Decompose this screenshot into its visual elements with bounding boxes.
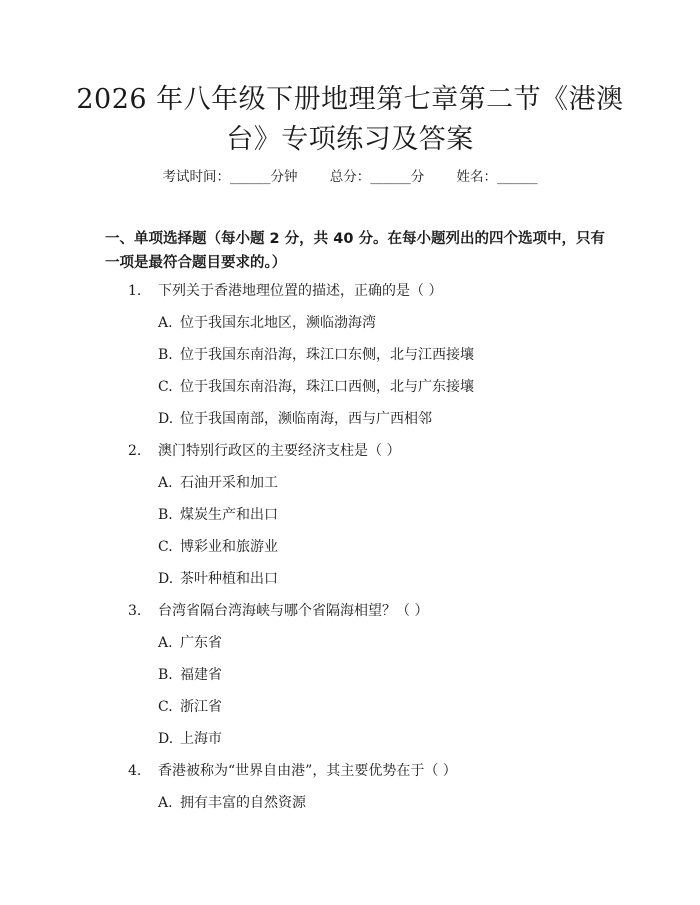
option-text: 浙江省 xyxy=(180,699,222,715)
option-text: 上海市 xyxy=(180,731,222,747)
question-3 xyxy=(128,601,428,621)
option-text: 石油开采和加工 xyxy=(180,475,278,491)
option-text: 煤炭生产和出口 xyxy=(180,507,278,523)
question-text: 澳门特别行政区的主要经济支柱是（ ） xyxy=(158,443,401,459)
option-text: 茶叶种植和出口 xyxy=(180,571,278,587)
option-letter: C. xyxy=(158,699,173,715)
option-text: 福建省 xyxy=(180,667,222,683)
section-heading-single-choice: 一、单项选择题（每小题 2 分，共 40 分。在每小题列出的四个选项中，只有一项是最符合题目要求的。） xyxy=(105,231,605,271)
question-1-option-c xyxy=(158,377,474,397)
question-text: 香港被称为“世界自由港”，其主要优势在于（ ） xyxy=(158,763,457,779)
total-score-field: 总分：______分 xyxy=(329,169,425,185)
option-text: 拥有丰富的自然资源 xyxy=(180,795,306,811)
option-letter: B. xyxy=(158,347,173,363)
option-letter: C. xyxy=(158,379,173,395)
option-letter: A. xyxy=(158,475,173,491)
question-2-option-c xyxy=(158,537,278,557)
question-3-option-d xyxy=(158,729,222,749)
question-1-option-b xyxy=(158,345,474,365)
question-number: 2. xyxy=(128,443,142,459)
option-letter: D. xyxy=(158,571,174,587)
option-text: 广东省 xyxy=(180,635,222,651)
question-number: 1. xyxy=(128,283,142,299)
question-1 xyxy=(128,281,442,301)
question-2-option-a xyxy=(158,473,278,493)
question-2-option-d xyxy=(158,569,278,589)
question-text: 下列关于香港地理位置的描述，正确的是（ ） xyxy=(158,283,443,299)
option-text: 位于我国东北地区，濒临渤海湾 xyxy=(180,315,376,331)
option-letter: D. xyxy=(158,411,174,427)
title-line-1: 2026 年八年级下册地理第七章第二节《港澳 xyxy=(76,84,624,115)
question-text: 台湾省隔台湾海峡与哪个省隔海相望？（ ） xyxy=(158,603,429,619)
title-line-2: 台》专项练习及答案 xyxy=(226,124,474,155)
student-name-field: 姓名：______ xyxy=(456,169,538,185)
option-letter: C. xyxy=(158,539,173,555)
exam-meta xyxy=(0,166,700,188)
option-letter: B. xyxy=(158,507,173,523)
question-3-option-a xyxy=(158,633,222,653)
question-3-option-b xyxy=(158,665,222,685)
question-2 xyxy=(128,441,400,461)
question-number: 4. xyxy=(128,763,142,779)
option-letter: A. xyxy=(158,315,173,331)
question-1-option-a xyxy=(158,313,376,333)
question-2-option-b xyxy=(158,505,278,525)
question-4-option-a xyxy=(158,793,306,813)
question-4 xyxy=(128,761,457,781)
exam-time-field: 考试时间：______分钟 xyxy=(162,169,298,185)
option-text: 位于我国东南沿海，珠江口东侧，北与江西接壤 xyxy=(180,347,474,363)
option-letter: B. xyxy=(158,667,173,683)
option-letter: A. xyxy=(158,795,173,811)
option-text: 博彩业和旅游业 xyxy=(180,539,278,555)
option-letter: D. xyxy=(158,731,174,747)
question-number: 3. xyxy=(128,603,142,619)
question-1-option-d xyxy=(158,409,432,429)
question-3-option-c xyxy=(158,697,222,717)
option-letter: A. xyxy=(158,635,173,651)
document-title xyxy=(60,80,640,160)
option-text: 位于我国东南沿海，珠江口西侧，北与广东接壤 xyxy=(180,379,474,395)
option-text: 位于我国南部，濒临南海，西与广西相邻 xyxy=(180,411,432,427)
